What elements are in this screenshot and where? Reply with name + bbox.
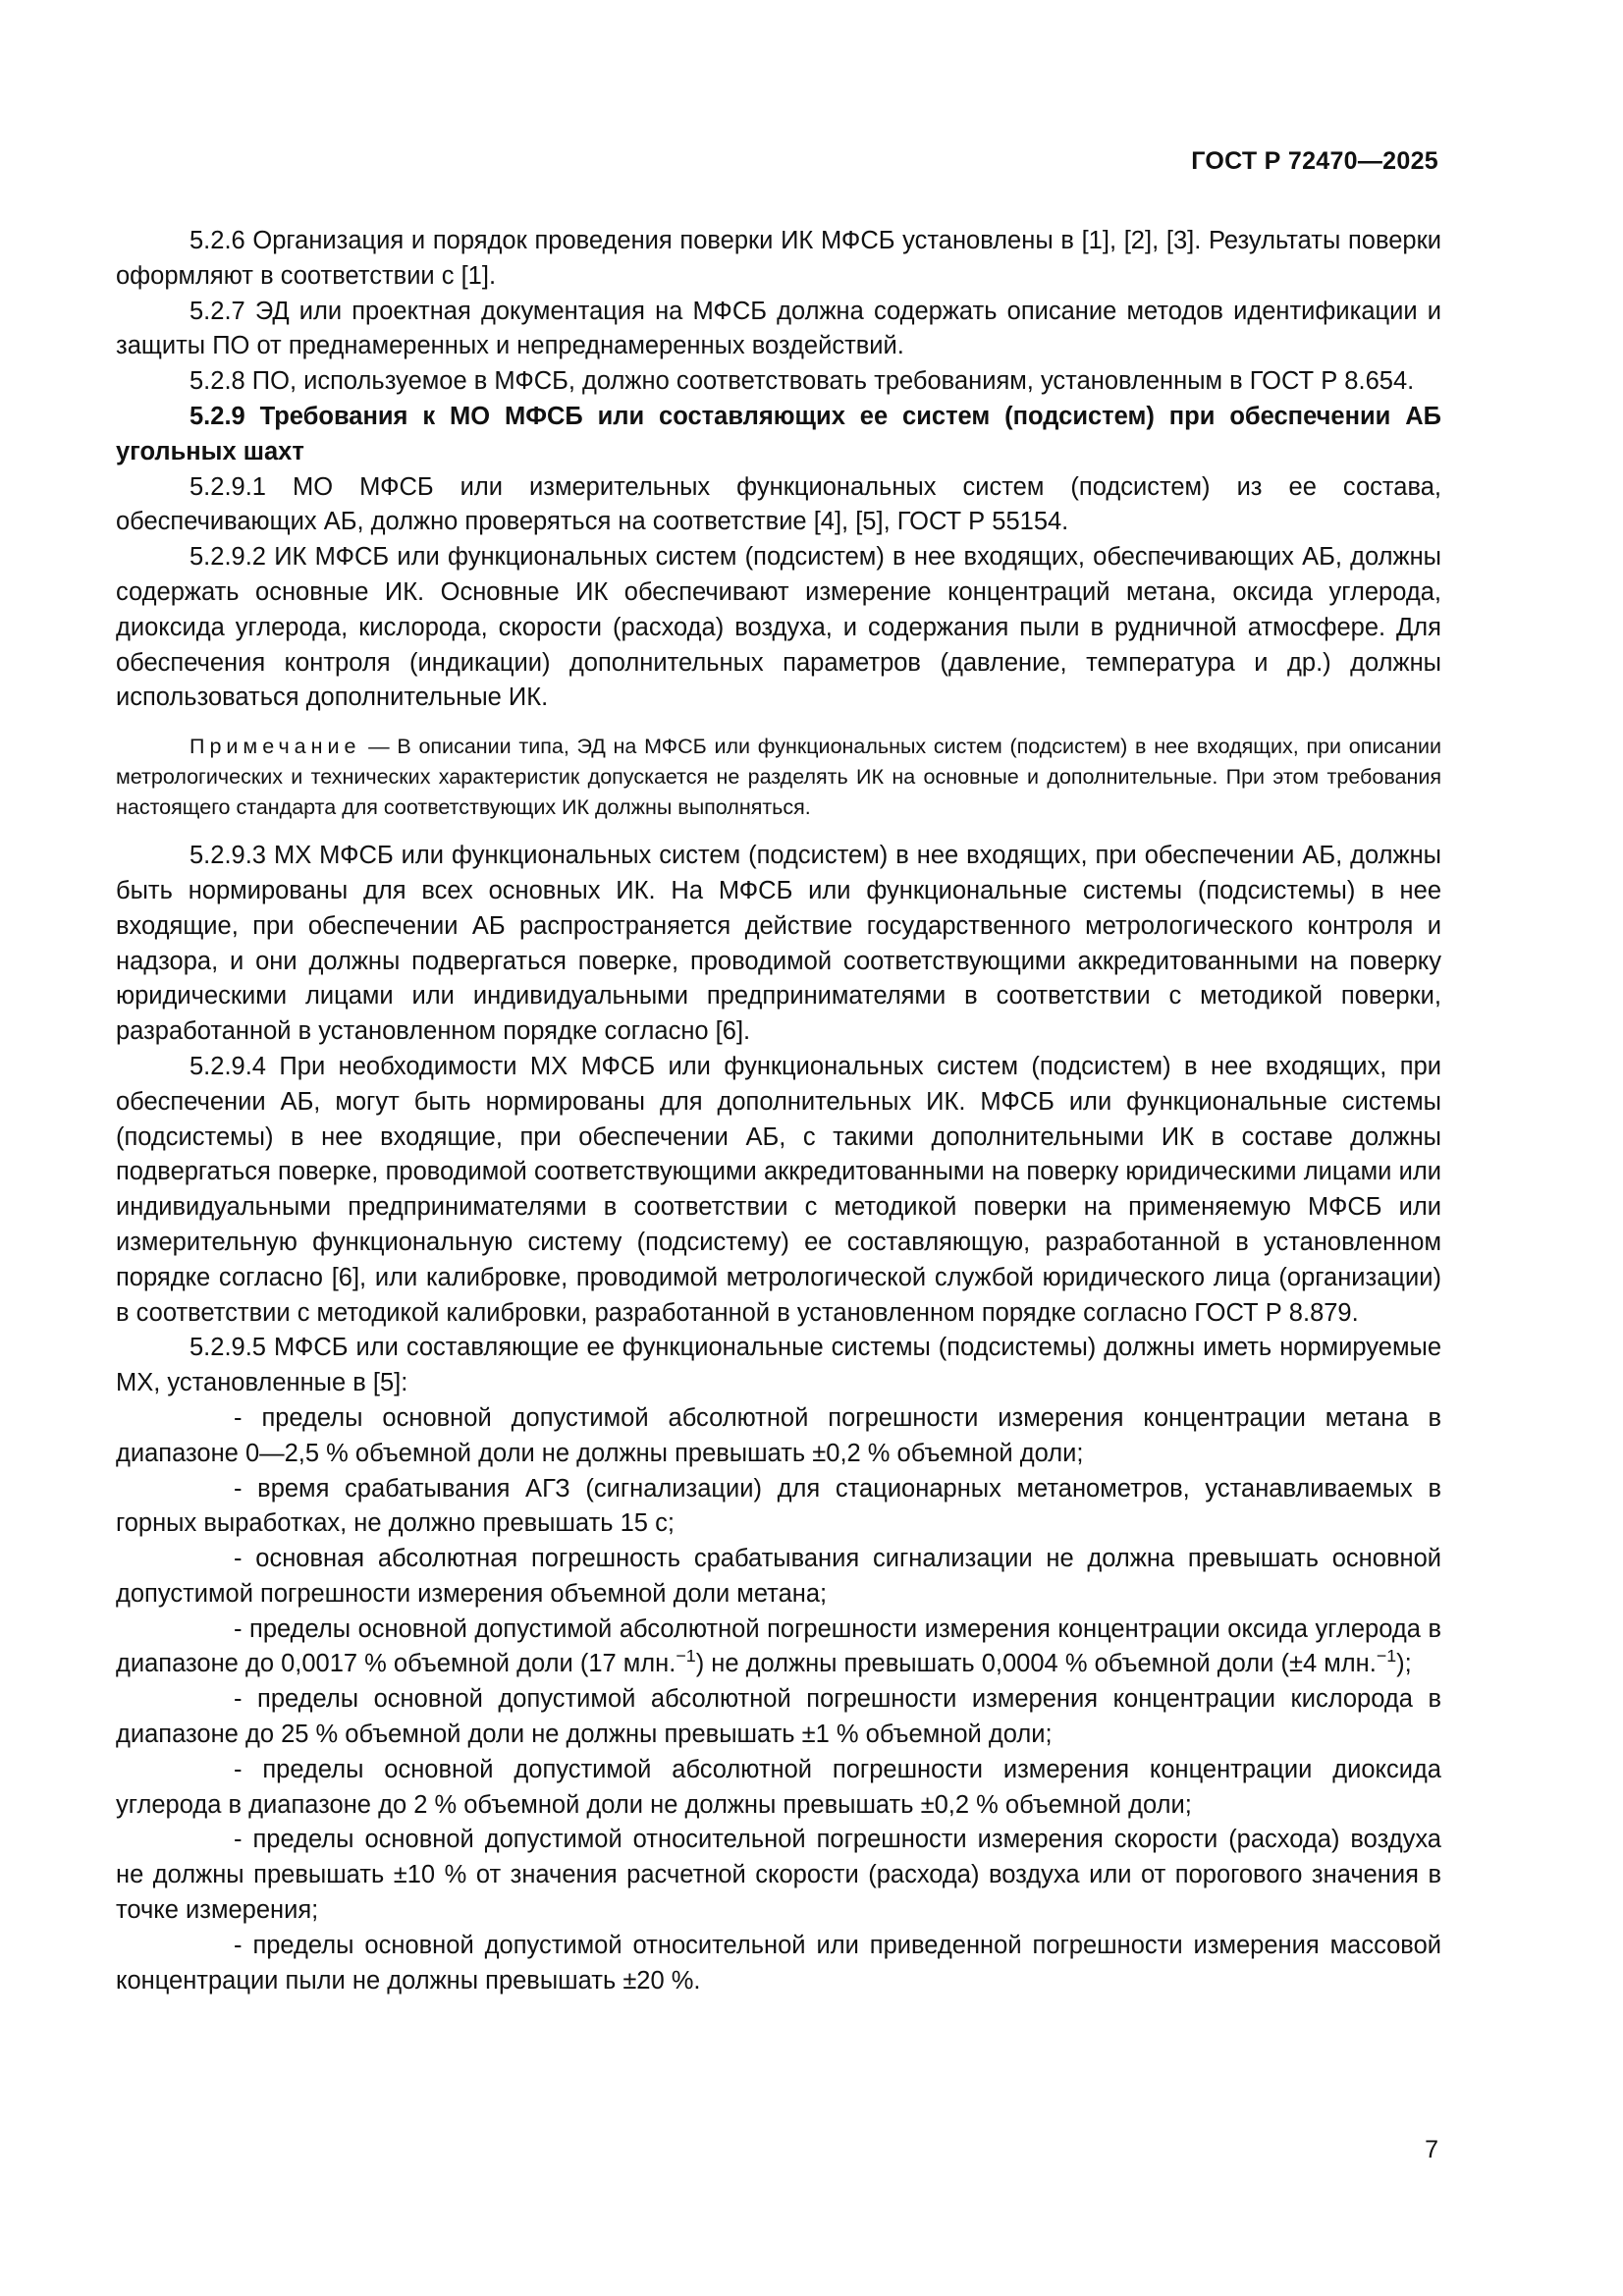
- superscript: −1: [1376, 1646, 1397, 1667]
- paragraph-5-2-7: 5.2.7 ЭД или проектная документация на МФСБ должна содержать описание методов идентификации и защиты ПО от преднамеренных и непреднамеренных воздействий.: [116, 297, 1441, 360]
- superscript: −1: [676, 1646, 696, 1667]
- list-item: - время срабатывания АГЗ (сигнализации) для стационарных метанометров, устанавливаемых в горных выработках, не должно превышать 15 с;: [116, 1474, 1441, 1538]
- paragraph-5-2-9-2: 5.2.9.2 ИК МФСБ или функциональных систем (подсистем) в нее входящих, обеспечивающих АБ, должны содержать основные ИК. Основные ИК обеспечивают измерение концентраций метана, оксида углерода, диоксида углерода, кислорода, скорости (расхода) воздуха, и содержания пыли в рудничной атмосфере. Для обеспечения контроля (индикации) дополнительных параметров (давление, температура и др.) должны использоваться дополнительные ИК.: [116, 543, 1441, 712]
- paragraph-5-2-9-5: 5.2.9.5 МФСБ или составляющие ее функциональные системы (подсистемы) должны иметь нормируемые МХ, установленные в [5]:: [116, 1334, 1441, 1397]
- list-item: - основная абсолютная погрешность срабатывания сигнализации не должна превышать основной допустимой погрешности измерения объемной доли метана;: [116, 1545, 1441, 1608]
- section-heading-5-2-9: 5.2.9 Требования к МО МФСБ или составляющих ее систем (подсистем) при обеспечении АБ угольных шахт: [116, 402, 1441, 465]
- list-item: - пределы основной допустимой относительной или приведенной погрешности измерения массовой концентрации пыли не должны превышать ±20 %.: [116, 1931, 1441, 1995]
- list-item-text: - пределы основной допустимой абсолютной погрешности измерения концентрации оксида углерода в диапазоне до 0,0017 % объемной доли (17 млн.: [116, 1614, 1441, 1678]
- list-item: - пределы основной допустимой относительной погрешности измерения скорости (расхода) воздуха не должны превышать ±10 % от значения расчетной скорости (расхода) воздуха или от порогового значения в точке измерения;: [116, 1826, 1441, 1925]
- document-number-header: ГОСТ Р 72470—2025: [1191, 147, 1438, 175]
- page-number: 7: [1425, 2136, 1438, 2163]
- list-item: - пределы основной допустимой абсолютной погрешности измерения концентрации кислорода в диапазоне до 25 % объемной доли не должны превышать ±1 % объемной доли;: [116, 1685, 1441, 1749]
- paragraph-5-2-9-1: 5.2.9.1 МО МФСБ или измерительных функциональных систем (подсистем) из ее состава, обеспечивающих АБ, должно проверяться на соответствие [4], [5], ГОСТ Р 55154.: [116, 472, 1441, 536]
- note-text: — В описании типа, ЭД на МФСБ или функциональных систем (подсистем) в нее входящих, при описании метрологических и технических характеристик допускается не разделять ИК на основные и дополнительные. При этом требования настоящего стандарта для соответствующих ИК должны выполняться.: [116, 735, 1441, 820]
- list-item-text: ) не должны превышать 0,0004 % объемной доли (±4 млн.: [695, 1650, 1377, 1678]
- note-block: [116, 732, 1441, 823]
- list-item-text: );: [1396, 1650, 1412, 1678]
- list-item: - пределы основной допустимой абсолютной погрешности измерения концентрации метана в диапазоне 0—2,5 % объемной доли не должны превышать ±0,2 % объемной доли;: [116, 1403, 1441, 1467]
- paragraph-5-2-8: 5.2.8 ПО, используемое в МФСБ, должно соответствовать требованиям, установленным в ГОСТ Р 8.654.: [189, 367, 1415, 396]
- list-item: - пределы основной допустимой абсолютной погрешности измерения концентрации диоксида углерода в диапазоне до 2 % объемной доли не должны превышать ±0,2 % объемной доли;: [116, 1755, 1441, 1819]
- note-label: Примечание: [189, 735, 361, 759]
- paragraph-5-2-9-3: 5.2.9.3 МХ МФСБ или функциональных систем (подсистем) в нее входящих, при обеспечении АБ, должны быть нормированы для всех основных ИК. На МФСБ или функциональные системы (подсистемы) в нее входящие, при обеспечении АБ распространяется действие государственного метрологического контроля и надзора, и они должны подвергаться поверке, проводимой соответствующими аккредитованными на поверку юридическими лицами или индивидуальными предпринимателями в соответствии с методикой поверки, разработанной в установленном порядке согласно [6].: [116, 842, 1441, 1046]
- list-item: [116, 1613, 1441, 1683]
- document-body: [116, 224, 1441, 1998]
- paragraph-5-2-9-4: 5.2.9.4 При необходимости МХ МФСБ или функциональных систем (подсистем) в нее входящих, при обеспечении АБ, могут быть нормированы для дополнительных ИК. МФСБ или функциональные системы (подсистемы) в нее входящие, при обеспечении АБ, с такими дополнительными ИК в составе должны подвергаться поверке, проводимой соответствующими аккредитованными на поверку юридическими лицами или индивидуальными предпринимателями в соответствии с методикой поверки на применяемую МФСБ или измерительную функциональную систему (подсистему) ее составляющую, разработанной в установленном порядке согласно [6], или калибровке, проводимой метрологической службой юридического лица (организации) в соответствии с методикой калибровки, разработанной в установленном порядке согласно ГОСТ Р 8.879.: [116, 1052, 1441, 1327]
- paragraph-5-2-6: 5.2.6 Организация и порядок проведения поверки ИК МФСБ установлены в [1], [2], [3]. Результаты поверки оформляют в соответствии с [1].: [116, 227, 1441, 290]
